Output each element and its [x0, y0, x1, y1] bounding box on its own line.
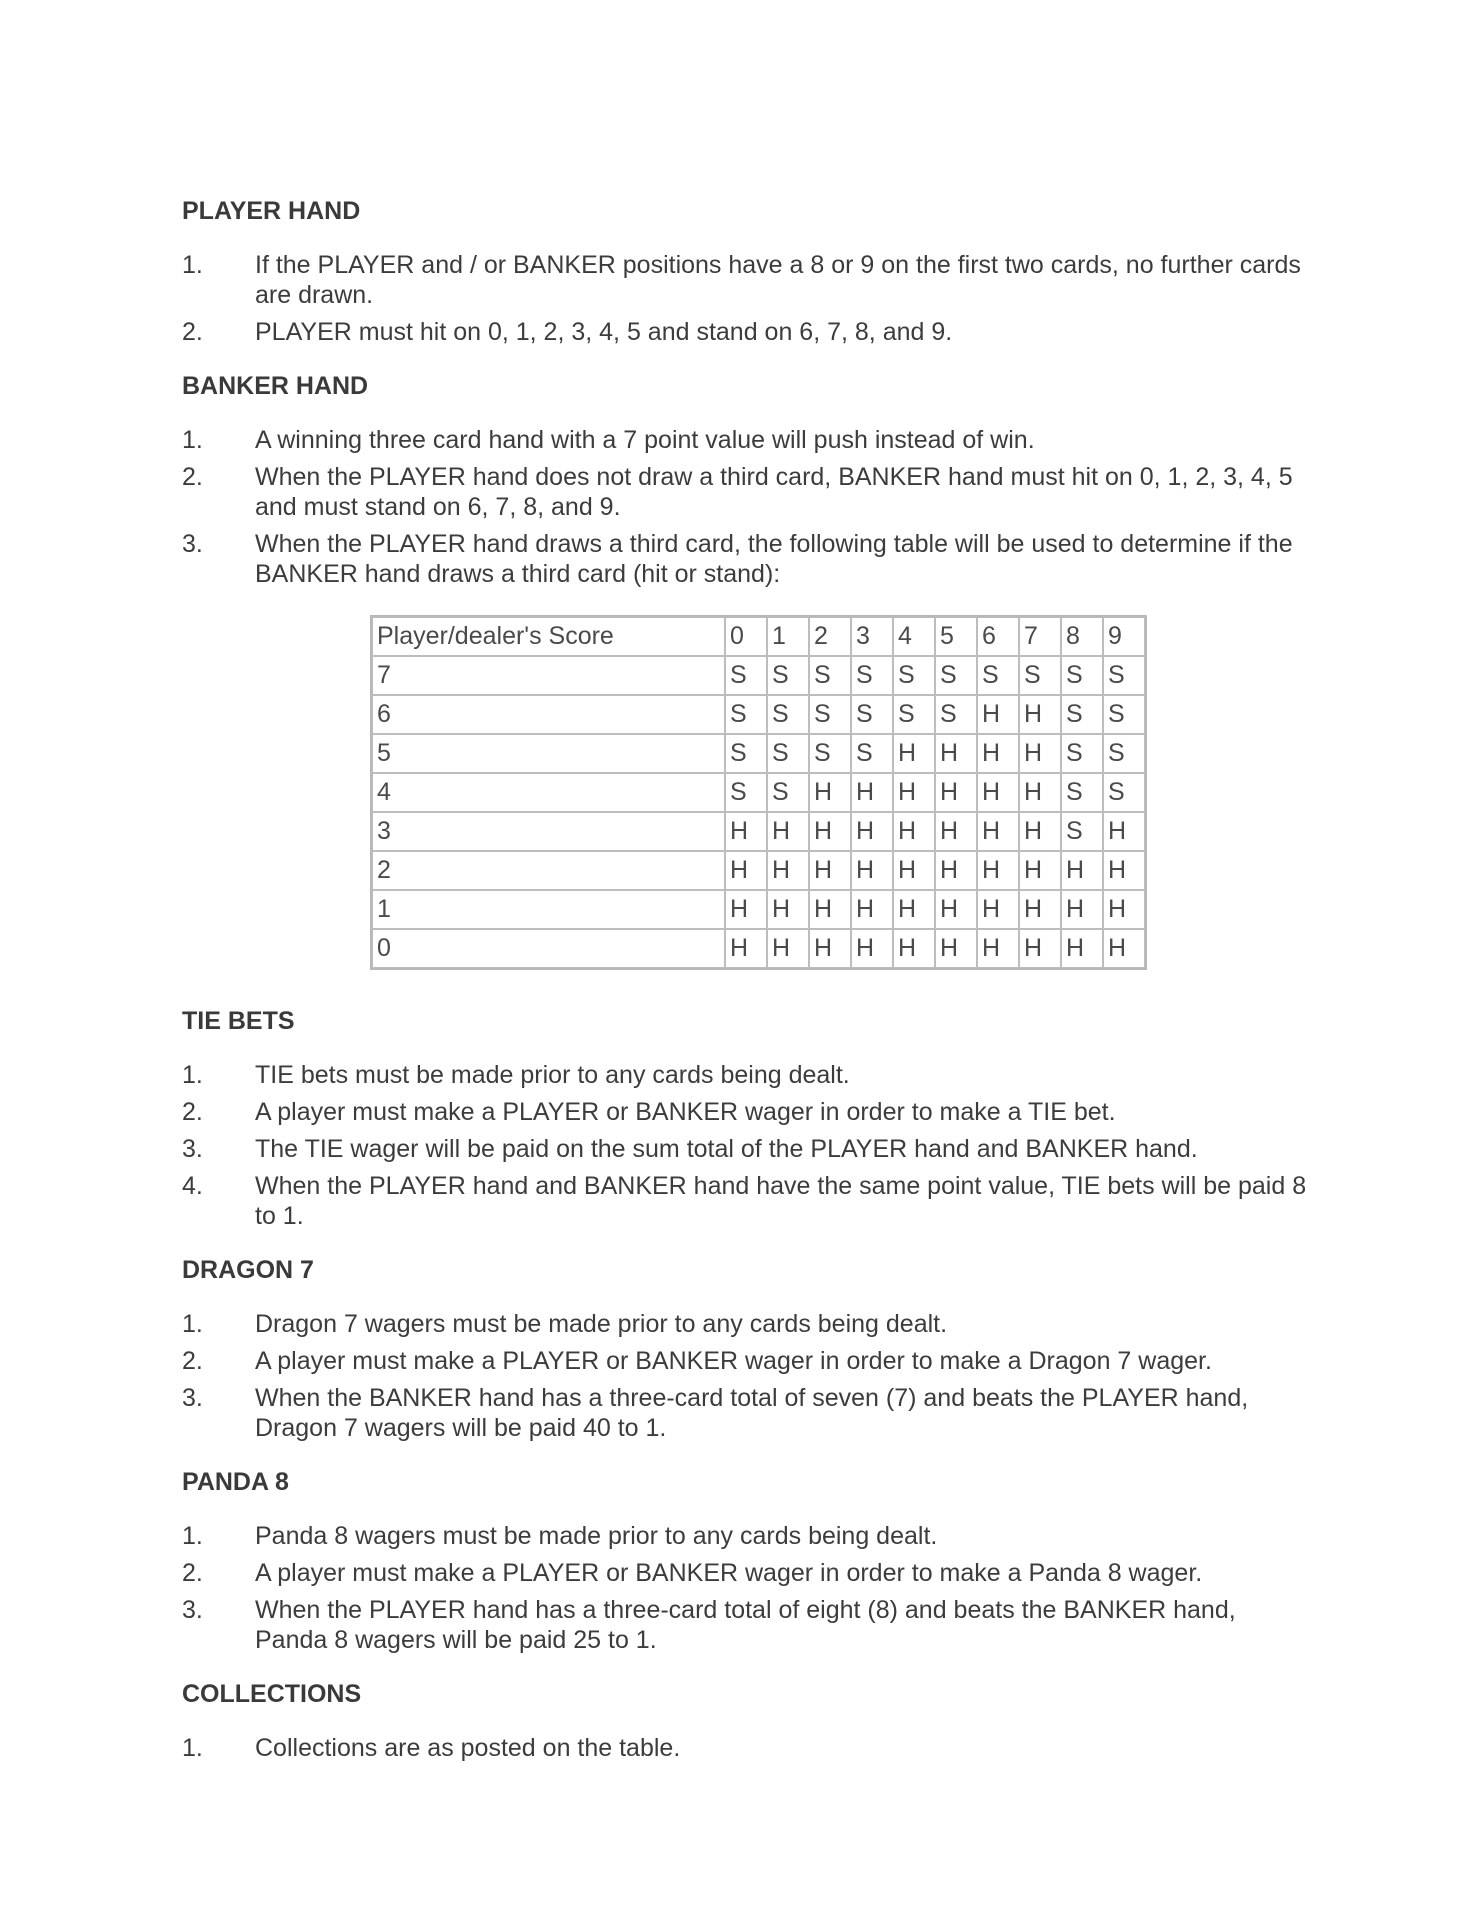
section-banker-hand	[182, 371, 1312, 589]
section-heading: TIE BETS	[182, 1007, 295, 1035]
table-header-cell: 5	[935, 617, 977, 656]
item-number: 3.	[182, 530, 203, 558]
row-score-cell: 0	[372, 929, 725, 968]
item-number: 2.	[182, 1559, 203, 1587]
row-score-cell: 3	[372, 812, 725, 851]
item-text: The TIE wager will be paid on the sum total of the PLAYER hand and BANKER hand.	[255, 1135, 1198, 1163]
hit-stand-cell: H	[1019, 890, 1061, 929]
table-row	[372, 695, 1145, 734]
item-number: 2.	[182, 318, 203, 346]
row-score-cell: 7	[372, 656, 725, 695]
list-item	[182, 317, 1312, 347]
hit-stand-cell: H	[725, 812, 767, 851]
hit-stand-cell: H	[1103, 812, 1145, 851]
hit-stand-cell: H	[977, 929, 1019, 968]
hit-stand-cell: S	[725, 656, 767, 695]
hit-stand-cell: S	[1103, 773, 1145, 812]
item-text: A player must make a PLAYER or BANKER wager in order to make a Panda 8 wager.	[255, 1559, 1203, 1587]
table-header-cell: 7	[1019, 617, 1061, 656]
hit-stand-cell: H	[1061, 929, 1103, 968]
item-text: A player must make a PLAYER or BANKER wager in order to make a TIE bet.	[255, 1098, 1116, 1126]
hit-stand-cell: S	[1061, 656, 1103, 695]
item-text: A winning three card hand with a 7 point value will push instead of win.	[255, 426, 1035, 454]
section-heading: PANDA 8	[182, 1468, 289, 1496]
section-panda-8	[182, 1467, 1312, 1655]
item-number: 4.	[182, 1172, 203, 1200]
hit-stand-cell: H	[893, 812, 935, 851]
table-header-cell: 6	[977, 617, 1019, 656]
hit-stand-cell: H	[1019, 929, 1061, 968]
table-header-cell: 9	[1103, 617, 1145, 656]
list-item	[182, 1134, 1312, 1164]
hit-stand-cell: H	[851, 929, 893, 968]
hit-stand-cell: H	[725, 890, 767, 929]
hit-stand-cell: H	[977, 812, 1019, 851]
list-item	[182, 1060, 1312, 1090]
item-text: When the PLAYER hand has a three-card total of eight (8) and beats the BANKER hand, Panda 8 wagers will be paid 25 to 1.	[255, 1596, 1236, 1654]
hit-stand-cell: H	[1103, 890, 1145, 929]
hit-stand-cell: H	[809, 851, 851, 890]
hit-stand-cell: S	[725, 734, 767, 773]
item-text: When the PLAYER hand draws a third card, the following table will be used to determine if the BANKER hand draws a third card (hit or stand):	[255, 530, 1293, 588]
hit-stand-cell: H	[1019, 812, 1061, 851]
table-row	[372, 773, 1145, 812]
rules-list	[182, 425, 1312, 589]
hit-stand-cell: H	[809, 773, 851, 812]
hit-stand-cell: H	[893, 734, 935, 773]
hit-stand-cell: H	[725, 929, 767, 968]
item-text: Collections are as posted on the table.	[255, 1734, 681, 1762]
row-score-cell: 6	[372, 695, 725, 734]
table-header-cell: 3	[851, 617, 893, 656]
hit-stand-cell: H	[977, 695, 1019, 734]
rules-list	[182, 1521, 1312, 1655]
item-text: When the BANKER hand has a three-card total of seven (7) and beats the PLAYER hand, Dragon 7 wagers will be paid 40 to 1.	[255, 1384, 1249, 1442]
hit-stand-cell: H	[767, 890, 809, 929]
item-number: 2.	[182, 1347, 203, 1375]
hit-stand-cell: H	[1019, 734, 1061, 773]
hit-stand-cell: S	[1019, 656, 1061, 695]
hit-stand-cell: S	[767, 656, 809, 695]
table-row	[372, 929, 1145, 968]
hit-stand-cell: H	[851, 890, 893, 929]
hit-stand-cell: S	[851, 695, 893, 734]
table-header-cell: 0	[725, 617, 767, 656]
item-text: If the PLAYER and / or BANKER positions have a 8 or 9 on the first two cards, no further cards are drawn.	[255, 251, 1301, 309]
item-number: 1.	[182, 1061, 203, 1089]
hit-stand-cell: S	[1061, 773, 1103, 812]
hit-stand-cell: H	[935, 890, 977, 929]
table-row	[372, 812, 1145, 851]
hit-stand-cell: S	[977, 656, 1019, 695]
hit-stand-cell: H	[935, 851, 977, 890]
hit-stand-cell: H	[977, 734, 1019, 773]
list-item	[182, 1521, 1312, 1551]
list-item	[182, 250, 1312, 310]
hit-stand-cell: H	[1103, 929, 1145, 968]
hit-stand-cell: H	[1019, 695, 1061, 734]
table-header-cell: 4	[893, 617, 935, 656]
hit-stand-cell: S	[809, 734, 851, 773]
hit-stand-cell: H	[935, 812, 977, 851]
section-collections	[182, 1679, 1312, 1763]
table-header-cell: 1	[767, 617, 809, 656]
hit-stand-cell: H	[893, 773, 935, 812]
hit-stand-cell: S	[935, 656, 977, 695]
hit-stand-cell: H	[977, 890, 1019, 929]
hit-stand-cell: H	[935, 929, 977, 968]
banker-draw-table	[370, 615, 1147, 970]
section-heading: BANKER HAND	[182, 372, 369, 400]
hit-stand-cell: S	[1103, 656, 1145, 695]
section-dragon-7	[182, 1255, 1312, 1443]
item-number: 1.	[182, 1522, 203, 1550]
hit-stand-cell: S	[767, 734, 809, 773]
hit-stand-cell: S	[1061, 734, 1103, 773]
item-number: 1.	[182, 426, 203, 454]
hit-stand-cell: H	[1019, 851, 1061, 890]
item-number: 1.	[182, 1310, 203, 1338]
hit-stand-cell: H	[1019, 773, 1061, 812]
rules-list	[182, 1309, 1312, 1443]
table-row	[372, 656, 1145, 695]
hit-stand-cell: S	[767, 695, 809, 734]
list-item	[182, 1309, 1312, 1339]
hit-stand-cell: S	[893, 656, 935, 695]
hit-stand-cell: S	[725, 695, 767, 734]
hit-stand-cell: H	[809, 812, 851, 851]
hit-stand-cell: S	[809, 656, 851, 695]
table-header-row	[372, 617, 1145, 656]
hit-stand-cell: H	[1061, 851, 1103, 890]
table-header-cell: 8	[1061, 617, 1103, 656]
list-item	[182, 1595, 1312, 1655]
rules-list	[182, 1060, 1312, 1231]
hit-stand-cell: H	[977, 773, 1019, 812]
list-item	[182, 529, 1312, 589]
item-number: 3.	[182, 1384, 203, 1412]
table-row	[372, 734, 1145, 773]
section-heading: DRAGON 7	[182, 1256, 314, 1284]
item-text: A player must make a PLAYER or BANKER wager in order to make a Dragon 7 wager.	[255, 1347, 1212, 1375]
item-number: 2.	[182, 1098, 203, 1126]
section-heading: PLAYER HAND	[182, 197, 361, 225]
list-item	[182, 462, 1312, 522]
section-tie-bets	[182, 1006, 1312, 1231]
item-text: Dragon 7 wagers must be made prior to any cards being dealt.	[255, 1310, 948, 1338]
hit-stand-cell: H	[893, 929, 935, 968]
table-row	[372, 851, 1145, 890]
hit-stand-cell: H	[767, 851, 809, 890]
item-number: 3.	[182, 1135, 203, 1163]
hit-stand-cell: H	[935, 773, 977, 812]
section-player-hand	[182, 196, 1312, 347]
item-number: 1.	[182, 1734, 203, 1762]
hit-stand-cell: S	[1103, 734, 1145, 773]
row-score-cell: 4	[372, 773, 725, 812]
list-item	[182, 1733, 1312, 1763]
table-body	[372, 656, 1145, 968]
hit-stand-cell: H	[1103, 851, 1145, 890]
table-row	[372, 890, 1145, 929]
hit-stand-cell: S	[893, 695, 935, 734]
hit-stand-cell: H	[851, 851, 893, 890]
list-item	[182, 1383, 1312, 1443]
document-page	[182, 196, 1312, 1787]
rules-list	[182, 250, 1312, 347]
hit-stand-cell: S	[851, 656, 893, 695]
row-score-cell: 5	[372, 734, 725, 773]
item-text: When the PLAYER hand and BANKER hand have the same point value, TIE bets will be paid 8 to 1.	[255, 1172, 1307, 1230]
item-text: Panda 8 wagers must be made prior to any cards being dealt.	[255, 1522, 938, 1550]
list-item	[182, 1346, 1312, 1376]
hit-stand-cell: H	[725, 851, 767, 890]
rules-list	[182, 1733, 1312, 1763]
table-header-cell: 2	[809, 617, 851, 656]
item-text: When the PLAYER hand does not draw a third card, BANKER hand must hit on 0, 1, 2, 3, 4, 5 and must stand on 6, 7, 8, and 9.	[255, 463, 1293, 521]
item-number: 3.	[182, 1596, 203, 1624]
list-item	[182, 425, 1312, 455]
hit-stand-cell: H	[977, 851, 1019, 890]
hit-stand-cell: S	[767, 773, 809, 812]
draw-table-wrapper	[370, 615, 1312, 970]
list-item	[182, 1558, 1312, 1588]
hit-stand-cell: H	[809, 890, 851, 929]
item-number: 1.	[182, 251, 203, 279]
item-text: TIE bets must be made prior to any cards being dealt.	[255, 1061, 850, 1089]
item-number: 2.	[182, 463, 203, 491]
hit-stand-cell: S	[1103, 695, 1145, 734]
hit-stand-cell: S	[851, 734, 893, 773]
hit-stand-cell: H	[851, 812, 893, 851]
hit-stand-cell: H	[809, 929, 851, 968]
item-text: PLAYER must hit on 0, 1, 2, 3, 4, 5 and stand on 6, 7, 8, and 9.	[255, 318, 953, 346]
hit-stand-cell: S	[935, 695, 977, 734]
hit-stand-cell: H	[1061, 890, 1103, 929]
section-heading: COLLECTIONS	[182, 1680, 362, 1708]
hit-stand-cell: H	[935, 734, 977, 773]
hit-stand-cell: H	[893, 851, 935, 890]
hit-stand-cell: S	[1061, 695, 1103, 734]
row-score-cell: 1	[372, 890, 725, 929]
list-item	[182, 1171, 1312, 1231]
row-score-cell: 2	[372, 851, 725, 890]
hit-stand-cell: S	[725, 773, 767, 812]
hit-stand-cell: H	[893, 890, 935, 929]
list-item	[182, 1097, 1312, 1127]
hit-stand-cell: H	[851, 773, 893, 812]
hit-stand-cell: S	[809, 695, 851, 734]
hit-stand-cell: S	[1061, 812, 1103, 851]
hit-stand-cell: H	[767, 812, 809, 851]
table-header-label: Player/dealer's Score	[372, 617, 725, 656]
hit-stand-cell: H	[767, 929, 809, 968]
